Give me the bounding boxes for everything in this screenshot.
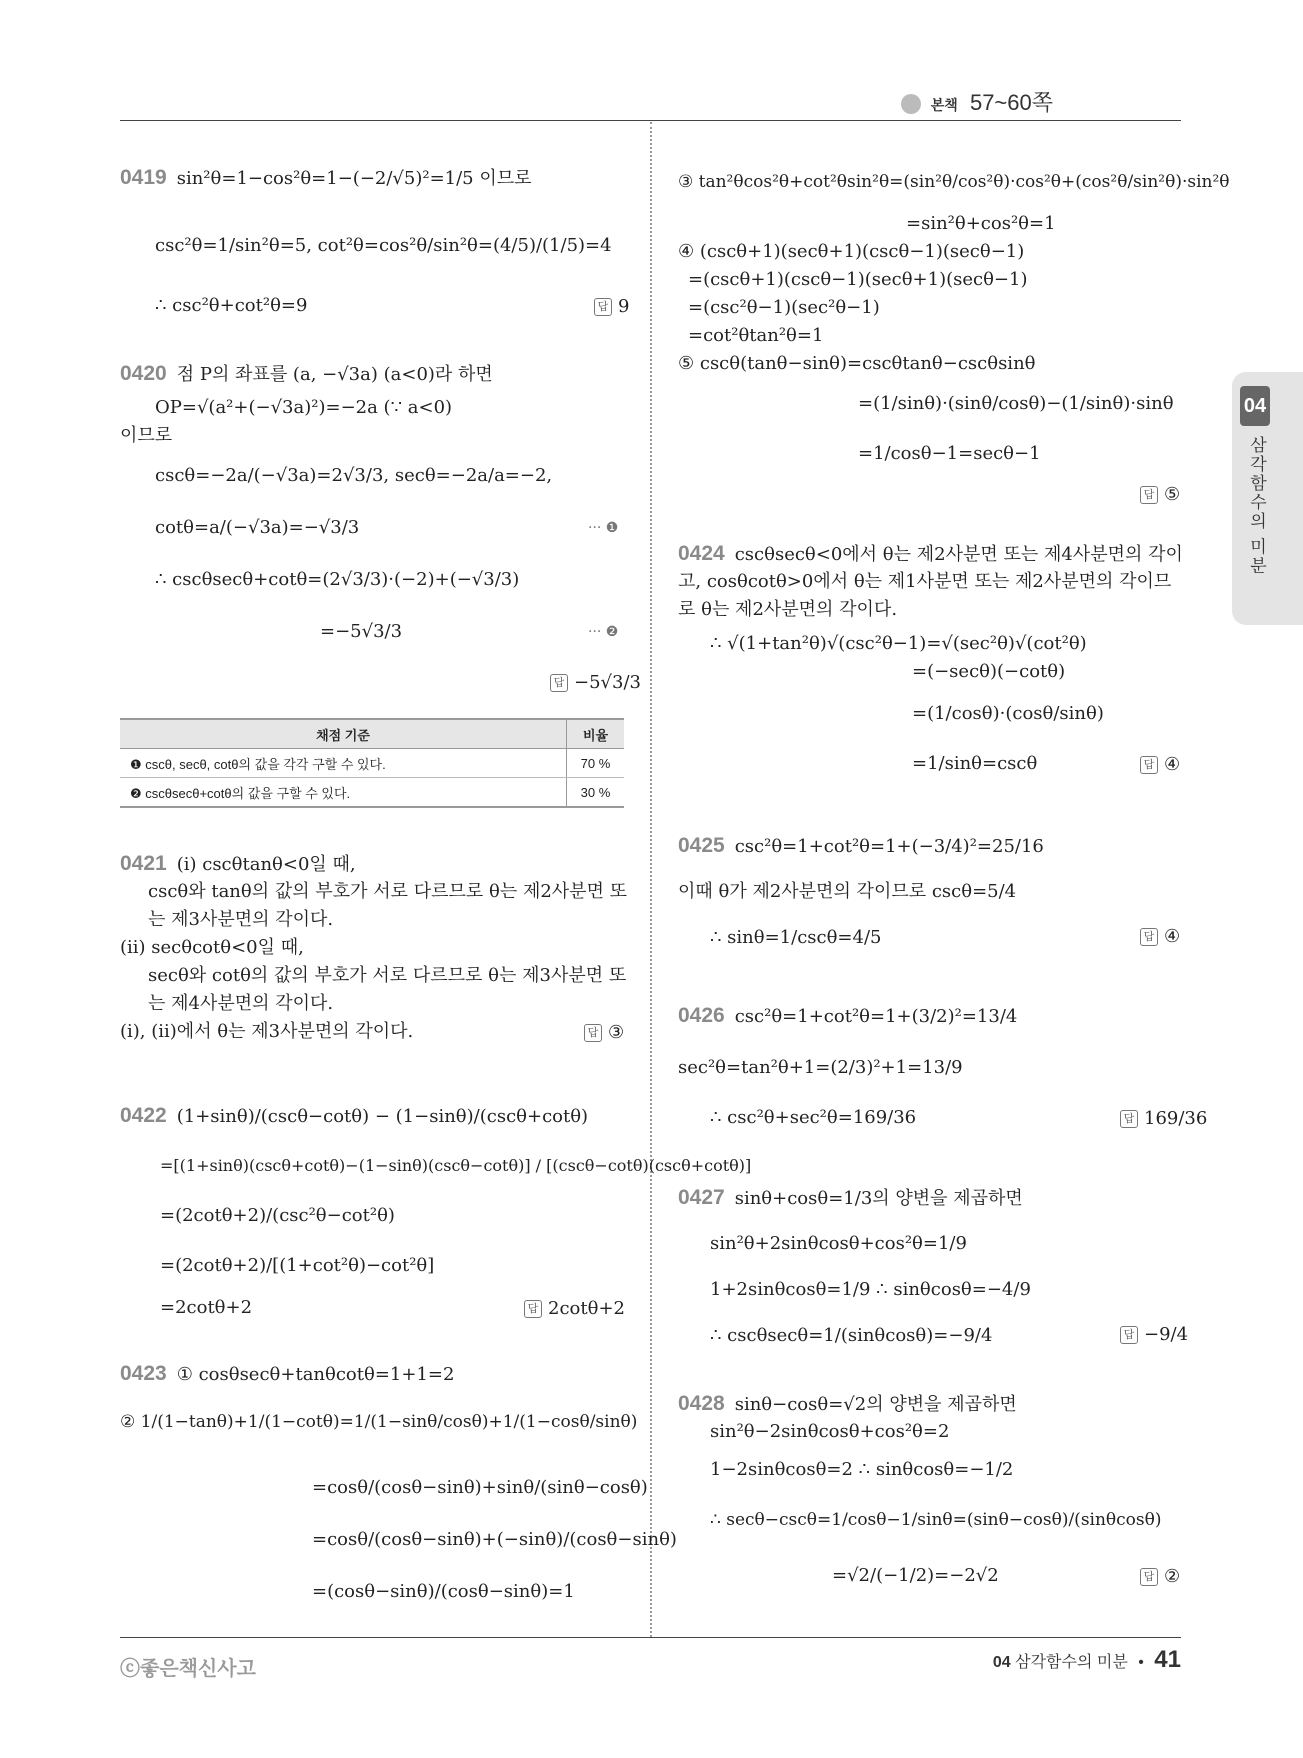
answer-icon: 답 <box>1120 1110 1138 1128</box>
step-marker-1: ··· ❶ <box>588 520 619 536</box>
answer-0422: 답 2cotθ+2 <box>524 1298 625 1319</box>
problem-number: 0428 <box>678 1392 725 1415</box>
problem-0424-line6: =(1/cosθ)·(cosθ/sinθ) <box>912 703 1104 724</box>
problem-number: 0420 <box>120 362 167 385</box>
problem-0426-line1: 0426 csc²θ=1+cot²θ=1+(3/2)²=13/4 <box>678 1004 1018 1027</box>
answer-icon: 답 <box>1140 1568 1158 1586</box>
problem-number: 0426 <box>678 1004 725 1027</box>
publisher-logo: ⓒ좋은책신사고 <box>120 1658 256 1680</box>
chapter-side-tab[interactable] <box>1232 372 1303 625</box>
side-tab-number: 04 <box>1240 386 1270 426</box>
problem-0420-line6: ∴ cscθsecθ+cotθ=(2√3/3)·(−2)+(−√3/3) <box>155 569 520 590</box>
problem-number: 0424 <box>678 542 725 565</box>
problem-0426-line3: ∴ csc²θ+sec²θ=169/36 <box>710 1107 917 1128</box>
problem-0423-line-r8: =(1/sinθ)·(sinθ/cosθ)−(1/sinθ)·sinθ <box>858 393 1174 414</box>
answer-0420: 답 −5√3/3 <box>550 672 641 693</box>
problem-0428-line5: =√2/(−1/2)=−2√2 <box>832 1565 999 1586</box>
problem-0428-line1: 0428 sinθ−cosθ=√2의 양변을 제곱하면 <box>678 1392 1017 1415</box>
problem-0424-line1: 0424 cscθsecθ<0에서 θ는 제2사분면 또는 제4사분면의 각이 <box>678 542 1183 565</box>
problem-number: 0425 <box>678 834 725 857</box>
answer-0424: 답 ④ <box>1140 754 1180 775</box>
problem-0421-line2: cscθ와 tanθ의 값의 부호가 서로 다르므로 θ는 제2사분면 또 <box>148 881 628 902</box>
problem-0423-line-r1: ③ tan²θcos²θ+cot²θsin²θ=(sin²θ/cos²θ)·cos²θ+(cos²θ/sin²θ)·sin²θ <box>678 172 1230 192</box>
answer-0423: 답 ⑤ <box>1140 484 1180 505</box>
problem-0420-line1: 0420 점 P의 좌표를 (a, −√3a) (a<0)라 하면 <box>120 362 493 385</box>
problem-0423-line-r3: ④ (cscθ+1)(secθ+1)(cscθ−1)(secθ−1) <box>678 241 1025 262</box>
problem-0421-line3: 는 제3사분면의 각이다. <box>148 909 334 930</box>
problem-0419-line1: 0419 sin²θ=1−cos²θ=1−(−2/√5)²=1/5 이므로 <box>120 166 532 189</box>
problem-number: 0419 <box>120 166 167 189</box>
problem-0424-line2: 고, cosθcotθ>0에서 θ는 제1사분면 또는 제2사분면의 각이므 <box>678 571 1172 592</box>
book-ref-label: 본책 <box>930 97 958 113</box>
rubric-row-criteria: ❶ cscθ, secθ, cotθ의 값을 각각 구할 수 있다. <box>120 749 567 778</box>
problem-0427-line4: ∴ cscθsecθ=1/(sinθcosθ)=−9/4 <box>710 1325 993 1346</box>
problem-number: 0423 <box>120 1362 167 1385</box>
problem-0427-line2: sin²θ+2sinθcosθ+cos²θ=1/9 <box>710 1233 967 1254</box>
problem-0420-line3: 이므로 <box>120 425 173 446</box>
column-divider <box>650 122 652 1637</box>
answer-icon: 답 <box>594 298 612 316</box>
rubric-table <box>120 718 624 808</box>
answer-0426: 답 169/36 <box>1120 1108 1207 1129</box>
problem-0425-line2: 이때 θ가 제2사분면의 각이므로 cscθ=5/4 <box>678 881 1017 902</box>
step-marker-2: ··· ❷ <box>588 624 619 640</box>
page-header <box>901 86 1053 117</box>
problem-0428-line3: 1−2sinθcosθ=2 ∴ sinθcosθ=−1/2 <box>710 1459 1014 1480</box>
answer-icon: 답 <box>584 1024 602 1042</box>
answer-icon: 답 <box>524 1300 542 1318</box>
rubric-header-ratio: 비율 <box>567 719 625 749</box>
answer-icon: 답 <box>1120 1326 1138 1344</box>
problem-0424-line3: 로 θ는 제2사분면의 각이다. <box>678 599 898 620</box>
problem-0421-line6: 는 제4사분면의 각이다. <box>148 993 334 1014</box>
problem-0423-line-r4: =(cscθ+1)(cscθ−1)(secθ+1)(secθ−1) <box>688 269 1028 290</box>
rubric-row-criteria: ❷ cscθsecθ+cotθ의 값을 구할 수 있다. <box>120 778 567 808</box>
problem-0428-line2: sin²θ−2sinθcosθ+cos²θ=2 <box>710 1421 950 1442</box>
problem-0423-line-r7: ⑤ cscθ(tanθ−sinθ)=cscθtanθ−cscθsinθ <box>678 353 1036 374</box>
problem-0420-line5: cotθ=a/(−√3a)=−√3/3 <box>155 517 360 538</box>
book-ref-icon <box>901 94 921 114</box>
answer-icon: 답 <box>1140 486 1158 504</box>
problem-0424-line7: =1/sinθ=cscθ <box>912 753 1038 774</box>
problem-0421-line7: (ⅰ), (ⅱ)에서 θ는 제3사분면의 각이다. <box>120 1021 414 1042</box>
page-number: 41 <box>1154 1646 1181 1673</box>
problem-0421-line4: (ⅱ) secθcotθ<0일 때, <box>120 937 304 958</box>
problem-number: 0422 <box>120 1104 167 1127</box>
problem-0423-line-r2: =sin²θ+cos²θ=1 <box>906 213 1056 234</box>
footer-rule <box>120 1637 1181 1638</box>
rubric-row-ratio: 70 % <box>567 749 625 778</box>
bullet-icon: • <box>1138 1654 1144 1671</box>
problem-number: 0427 <box>678 1186 725 1209</box>
problem-0427-line3: 1+2sinθcosθ=1/9 ∴ sinθcosθ=−4/9 <box>710 1279 1031 1300</box>
problem-0419-line2: csc²θ=1/sin²θ=5, cot²θ=cos²θ/sin²θ=(4/5)/(1/5)=4 <box>155 235 612 256</box>
problem-0423-line1: 0423 ① cosθsecθ+tanθcotθ=1+1=2 <box>120 1362 455 1385</box>
problem-number: 0421 <box>120 852 167 875</box>
problem-0425-line1: 0425 csc²θ=1+cot²θ=1+(−3/4)²=25/16 <box>678 834 1044 857</box>
answer-0427: 답 −9/4 <box>1120 1324 1188 1345</box>
problem-0425-line3: ∴ sinθ=1/cscθ=4/5 <box>710 927 882 948</box>
problem-0419-line3: ∴ csc²θ+cot²θ=9 <box>155 295 308 316</box>
answer-0425: 답 ④ <box>1140 926 1180 947</box>
answer-icon: 답 <box>1140 756 1158 774</box>
problem-0423-line-r6: =cot²θtan²θ=1 <box>688 325 824 346</box>
problem-0421-line5: secθ와 cotθ의 값의 부호가 서로 다르므로 θ는 제3사분면 또 <box>148 965 627 986</box>
header-rule <box>120 120 1181 121</box>
rubric-row-ratio: 30 % <box>567 778 625 808</box>
problem-0427-line1: 0427 sinθ+cosθ=1/3의 양변을 제곱하면 <box>678 1186 1023 1209</box>
problem-0423-line4: =cosθ/(cosθ−sinθ)+(−sinθ)/(cosθ−sinθ) <box>312 1529 677 1550</box>
answer-icon: 답 <box>1140 928 1158 946</box>
problem-0423-line5: =(cosθ−sinθ)/(cosθ−sinθ)=1 <box>312 1581 575 1602</box>
problem-0420-line2: OP=√(a²+(−√3a)²)=−2a (∵ a<0) <box>155 397 453 418</box>
problem-0424-line4: ∴ √(1+tan²θ)√(csc²θ−1)=√(sec²θ)√(cot²θ) <box>710 633 1087 654</box>
chapter-number: 04 <box>992 1654 1011 1671</box>
problem-0421-line1: 0421 (ⅰ) cscθtanθ<0일 때, <box>120 852 356 875</box>
side-tab-title: 삼각함수의 미분 <box>1247 436 1266 576</box>
problem-0424-line5: =(−secθ)(−cotθ) <box>912 661 1066 682</box>
problem-0422-line5: =2cotθ+2 <box>160 1297 253 1318</box>
page-range: 57~60쪽 <box>969 90 1053 115</box>
problem-0428-line4: ∴ secθ−cscθ=1/cosθ−1/sinθ=(sinθ−cosθ)/(sinθcosθ) <box>710 1510 1162 1530</box>
problem-0420-line7: =−5√3/3 <box>320 621 403 642</box>
answer-0419: 답 9 <box>594 296 629 317</box>
page-footer-label <box>993 1646 1181 1674</box>
chapter-title: 삼각함수의 미분 <box>1015 1654 1128 1671</box>
problem-0423-line3: =cosθ/(cosθ−sinθ)+sinθ/(sinθ−cosθ) <box>312 1477 648 1498</box>
answer-0421: 답 ③ <box>584 1022 624 1043</box>
answer-0428: 답 ② <box>1140 1566 1180 1587</box>
problem-0426-line2: sec²θ=tan²θ+1=(2/3)²+1=13/9 <box>678 1057 963 1078</box>
problem-0422-line3: =(2cotθ+2)/(csc²θ−cot²θ) <box>160 1205 395 1226</box>
problem-0423-line-r5: =(csc²θ−1)(sec²θ−1) <box>688 297 880 318</box>
rubric-header-criteria: 채점 기준 <box>120 719 567 749</box>
problem-0420-line4: cscθ=−2a/(−√3a)=2√3/3, secθ=−2a/a=−2, <box>155 465 553 486</box>
problem-0422-line1: 0422 (1+sinθ)/(cscθ−cotθ) − (1−sinθ)/(cscθ+cotθ) <box>120 1104 589 1127</box>
answer-icon: 답 <box>550 674 568 692</box>
problem-0423-line-r9: =1/cosθ−1=secθ−1 <box>858 443 1041 464</box>
problem-0422-line4: =(2cotθ+2)/[(1+cot²θ)−cot²θ] <box>160 1255 435 1276</box>
problem-0423-line2: ② 1/(1−tanθ)+1/(1−cotθ)=1/(1−sinθ/cosθ)+1/(1−cosθ/sinθ) <box>120 1412 638 1432</box>
problem-0422-line2: =[(1+sinθ)(cscθ+cotθ)−(1−sinθ)(cscθ−cotθ)] / [(cscθ−cotθ)(cscθ+cotθ)] <box>160 1156 752 1175</box>
